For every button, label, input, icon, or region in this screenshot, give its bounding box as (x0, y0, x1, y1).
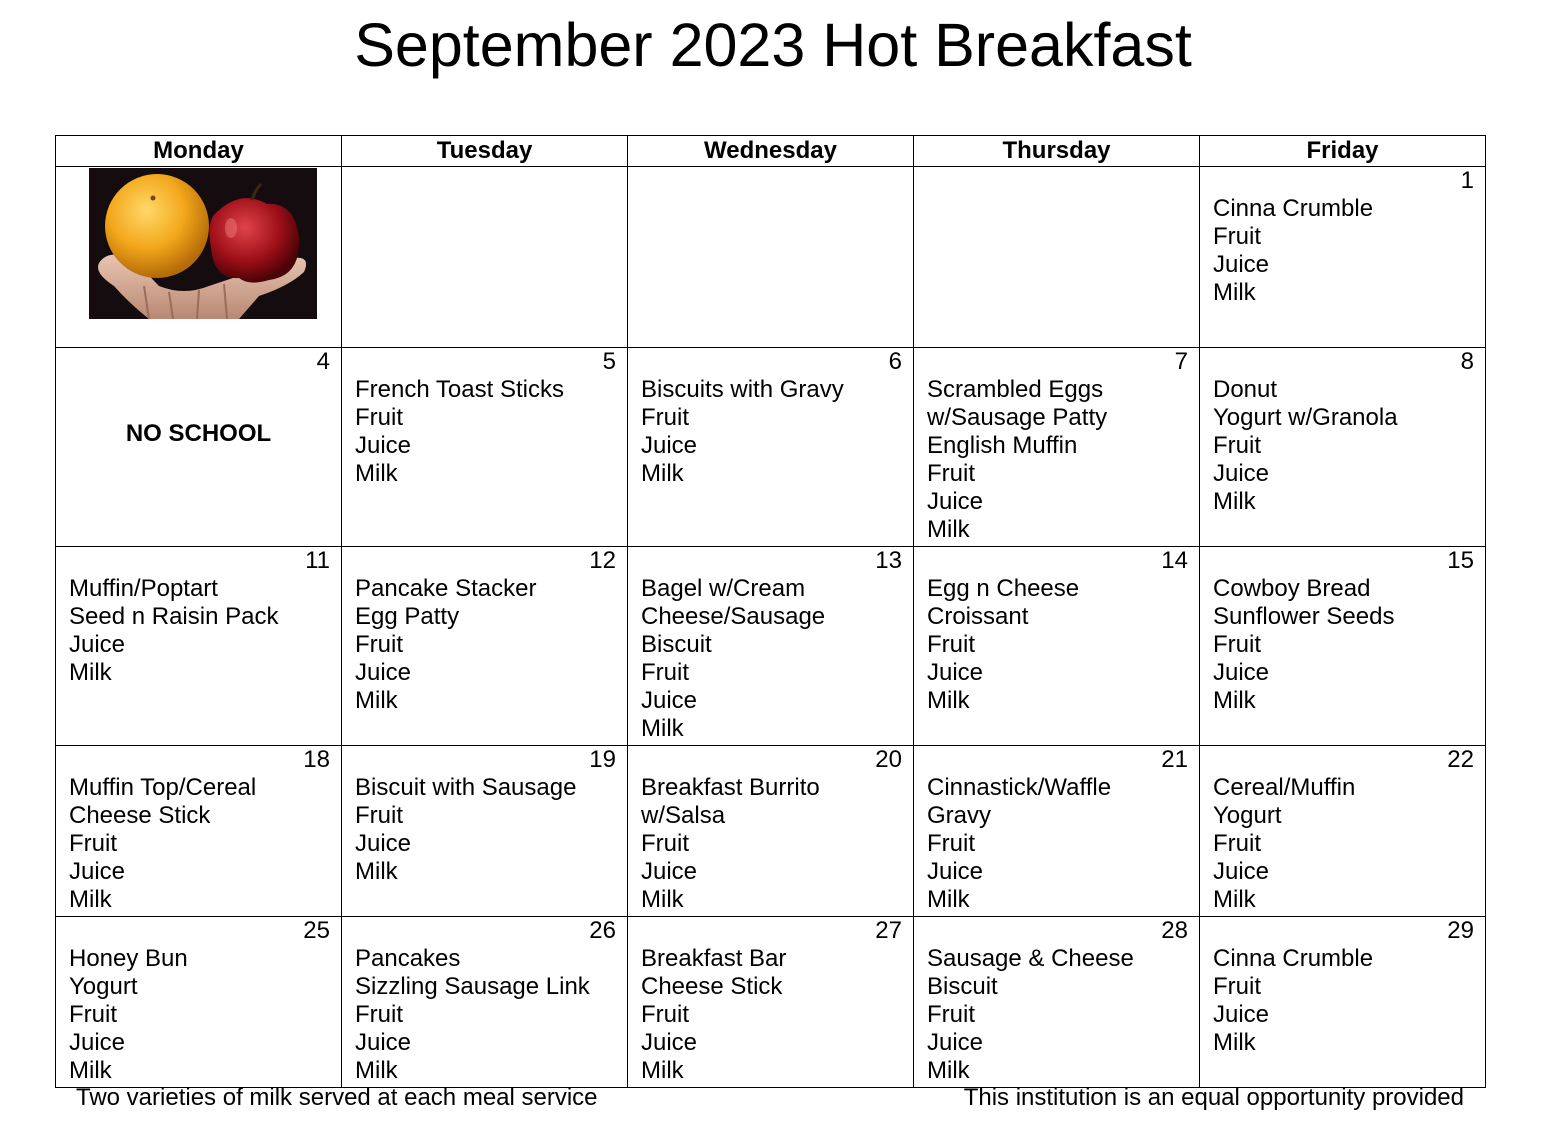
menu-items (1200, 774, 1485, 914)
menu-item: Fruit (1213, 830, 1261, 857)
calendar-day-cell (628, 917, 914, 1088)
menu-item: Fruit (355, 404, 403, 431)
day-number: 6 (888, 348, 902, 375)
calendar-day-cell (1200, 167, 1486, 348)
day-number: 29 (1447, 917, 1474, 944)
menu-item: Fruit (69, 830, 117, 857)
menu-item: Milk (1213, 279, 1256, 306)
menu-item: Fruit (641, 404, 689, 431)
menu-item: Milk (641, 460, 684, 487)
menu-item: Fruit (927, 460, 975, 487)
menu-item: Biscuit with Sausage (355, 774, 577, 801)
menu-item: Fruit (927, 631, 975, 658)
menu-item: Juice (927, 1029, 984, 1056)
menu-item: Cheese Stick (69, 802, 211, 829)
menu-item: w/Salsa (641, 802, 726, 829)
menu-item: Milk (1213, 687, 1256, 714)
menu-item: Yogurt (1213, 802, 1282, 829)
menu-item: Juice (1213, 251, 1270, 278)
menu-item: Fruit (1213, 631, 1261, 658)
weekday-header: Tuesday (342, 136, 628, 167)
menu-items (914, 575, 1199, 715)
weekday-header: Thursday (914, 136, 1200, 167)
menu-item: Milk (641, 886, 684, 913)
menu-item: Fruit (927, 830, 975, 857)
menu-item: Milk (927, 516, 970, 543)
calendar-week-row (56, 547, 1486, 746)
menu-items (342, 774, 627, 886)
menu-items (1200, 575, 1485, 715)
menu-item: Juice (927, 858, 984, 885)
calendar-day-cell (914, 746, 1200, 917)
menu-item: Juice (69, 858, 126, 885)
day-number: 20 (875, 746, 902, 773)
menu-item: Breakfast Burrito (641, 774, 820, 801)
calendar-week-row (56, 746, 1486, 917)
menu-item: Milk (69, 659, 112, 686)
menu-item: French Toast Sticks (355, 376, 564, 403)
page-title: September 2023 Hot Breakfast (354, 11, 1192, 79)
menu-item: Juice (355, 830, 412, 857)
menu-item: Fruit (1213, 223, 1261, 250)
no-school-note: NO SCHOOL (125, 420, 272, 447)
menu-items (628, 945, 913, 1085)
weekday-header: Monday (56, 136, 342, 167)
menu-item: Sunflower Seeds (1213, 603, 1395, 630)
day-number: 18 (303, 746, 330, 773)
menu-item: English Muffin (927, 432, 1078, 459)
menu-item: Juice (355, 432, 412, 459)
menu-item: Milk (1213, 1029, 1256, 1056)
day-number: 11 (305, 547, 330, 574)
menu-item: Gravy (927, 802, 992, 829)
milk-footnote: Two varieties of milk served at each meal service (76, 1084, 598, 1111)
menu-item: Fruit (641, 659, 689, 686)
menu-item: Milk (355, 1057, 398, 1084)
menu-items (1200, 195, 1485, 307)
menu-items (56, 945, 341, 1085)
menu-item: Milk (69, 886, 112, 913)
calendar-day-cell (914, 917, 1200, 1088)
menu-item: Fruit (355, 802, 403, 829)
calendar-day-cell (1200, 746, 1486, 917)
menu-item: Cowboy Bread (1213, 575, 1371, 602)
day-number: 27 (875, 917, 902, 944)
menu-item: Egg Patty (355, 603, 460, 630)
menu-item: Egg n Cheese (927, 575, 1080, 602)
menu-item: Milk (355, 687, 398, 714)
menu-item: Juice (641, 687, 698, 714)
calendar-day-cell (628, 167, 914, 348)
menu-item: Juice (355, 659, 412, 686)
day-number: 8 (1460, 348, 1474, 375)
menu-item: Fruit (69, 1001, 117, 1028)
menu-item: Yogurt w/Granola (1213, 404, 1398, 431)
menu-item: Juice (927, 659, 984, 686)
day-number: 13 (875, 547, 902, 574)
calendar-day-cell (56, 348, 342, 547)
menu-item: Juice (641, 1029, 698, 1056)
calendar-week-row (56, 167, 1486, 348)
calendar-day-cell (914, 547, 1200, 746)
menu-item: Milk (927, 687, 970, 714)
menu-items (342, 376, 627, 488)
day-number: 4 (316, 348, 330, 375)
menu-items (342, 945, 627, 1085)
calendar-day-cell (56, 917, 342, 1088)
day-number: 21 (1161, 746, 1188, 773)
menu-item: Croissant (927, 603, 1029, 630)
menu-item: Juice (69, 631, 126, 658)
menu-item: Fruit (927, 1001, 975, 1028)
menu-item: Juice (927, 488, 984, 515)
menu-item: Milk (641, 715, 684, 742)
calendar-day-cell (914, 348, 1200, 547)
menu-item: Seed n Raisin Pack (69, 603, 279, 630)
day-number: 22 (1447, 746, 1474, 773)
calendar-day-cell (342, 917, 628, 1088)
calendar-day-cell (342, 348, 628, 547)
calendar-day-cell (914, 167, 1200, 348)
menu-items (628, 774, 913, 914)
menu-items (628, 575, 913, 743)
menu-item: Milk (927, 1057, 970, 1084)
menu-item: Biscuit (927, 973, 998, 1000)
day-number: 19 (589, 746, 616, 773)
menu-item: Juice (1213, 659, 1270, 686)
menu-item: Cinna Crumble (1213, 195, 1374, 222)
menu-item: Fruit (1213, 432, 1261, 459)
menu-item: Fruit (1213, 973, 1261, 1000)
calendar-day-cell (1200, 547, 1486, 746)
weekday-header: Friday (1200, 136, 1486, 167)
calendar-day-cell (628, 547, 914, 746)
menu-item: Bagel w/Cream (641, 575, 806, 602)
calendar-day-cell (1200, 917, 1486, 1088)
day-number: 26 (589, 917, 616, 944)
menu-item: Cinna Crumble (1213, 945, 1374, 972)
menu-items (56, 774, 341, 914)
menu-items (56, 575, 341, 687)
menu-item: Biscuits with Gravy (641, 376, 844, 403)
menu-item: Milk (1213, 488, 1256, 515)
menu-item: Fruit (355, 631, 403, 658)
menu-items (342, 575, 627, 715)
day-number: 14 (1161, 547, 1188, 574)
menu-item: Fruit (641, 1001, 689, 1028)
menu-item: Honey Bun (69, 945, 188, 972)
menu-item: Fruit (641, 830, 689, 857)
calendar-day-cell (628, 746, 914, 917)
equal-opportunity-footnote: This institution is an equal opportunity provided (963, 1084, 1464, 1111)
menu-item: Milk (927, 886, 970, 913)
menu-item: Cheese Stick (641, 973, 783, 1000)
menu-item: Juice (641, 432, 698, 459)
day-number: 28 (1161, 917, 1188, 944)
menu-item: Breakfast Bar (641, 945, 787, 972)
day-number: 15 (1447, 547, 1474, 574)
menu-item: Milk (355, 460, 398, 487)
menu-item: Cinnastick/Waffle (927, 774, 1112, 801)
menu-item: Fruit (355, 1001, 403, 1028)
breakfast-calendar (55, 135, 1486, 1088)
menu-item: Juice (1213, 858, 1270, 885)
day-number: 7 (1174, 348, 1188, 375)
menu-item: w/Sausage Patty (927, 404, 1108, 431)
menu-item: Sizzling Sausage Link (355, 973, 590, 1000)
calendar-week-row (56, 917, 1486, 1088)
menu-item: Pancakes (355, 945, 461, 972)
menu-item: Muffin/Poptart (69, 575, 218, 602)
day-number: 5 (602, 348, 616, 375)
menu-item: Milk (355, 858, 398, 885)
menu-item: Muffin Top/Cereal (69, 774, 257, 801)
day-number: 1 (1460, 167, 1474, 194)
calendar-day-cell (56, 746, 342, 917)
calendar-day-cell (56, 547, 342, 746)
weekday-header-row (56, 136, 1486, 167)
menu-items (914, 774, 1199, 914)
menu-item: Cheese/Sausage (641, 603, 826, 630)
menu-item: Juice (1213, 1001, 1270, 1028)
calendar-week-row (56, 348, 1486, 547)
menu-item: Pancake Stacker (355, 575, 537, 602)
menu-item: Yogurt (69, 973, 138, 1000)
menu-item: Juice (641, 858, 698, 885)
menu-item: Juice (1213, 460, 1270, 487)
menu-items (914, 376, 1199, 544)
menu-item: Juice (355, 1029, 412, 1056)
day-number: 25 (303, 917, 330, 944)
calendar-day-cell (1200, 348, 1486, 547)
orange-and-apple-in-hands-image (89, 168, 317, 319)
menu-items (1200, 376, 1485, 516)
calendar-day-cell (628, 348, 914, 547)
menu-item: Biscuit (641, 631, 712, 658)
calendar-day-cell (342, 746, 628, 917)
menu-item: Sausage & Cheese (927, 945, 1134, 972)
calendar-day-cell (342, 547, 628, 746)
weekday-header: Wednesday (628, 136, 914, 167)
day-number: 12 (589, 547, 616, 574)
menu-item: Donut (1213, 376, 1278, 403)
menu-item: Milk (69, 1057, 112, 1084)
menu-item: Milk (1213, 886, 1256, 913)
menu-item: Juice (69, 1029, 126, 1056)
menu-items (1200, 945, 1485, 1057)
menu-items (914, 945, 1199, 1085)
calendar-day-cell (342, 167, 628, 348)
menu-item: Milk (641, 1057, 684, 1084)
menu-items (628, 376, 913, 488)
menu-item: Cereal/Muffin (1213, 774, 1356, 801)
calendar-day-cell (56, 167, 342, 348)
menu-item: Scrambled Eggs (927, 376, 1104, 403)
